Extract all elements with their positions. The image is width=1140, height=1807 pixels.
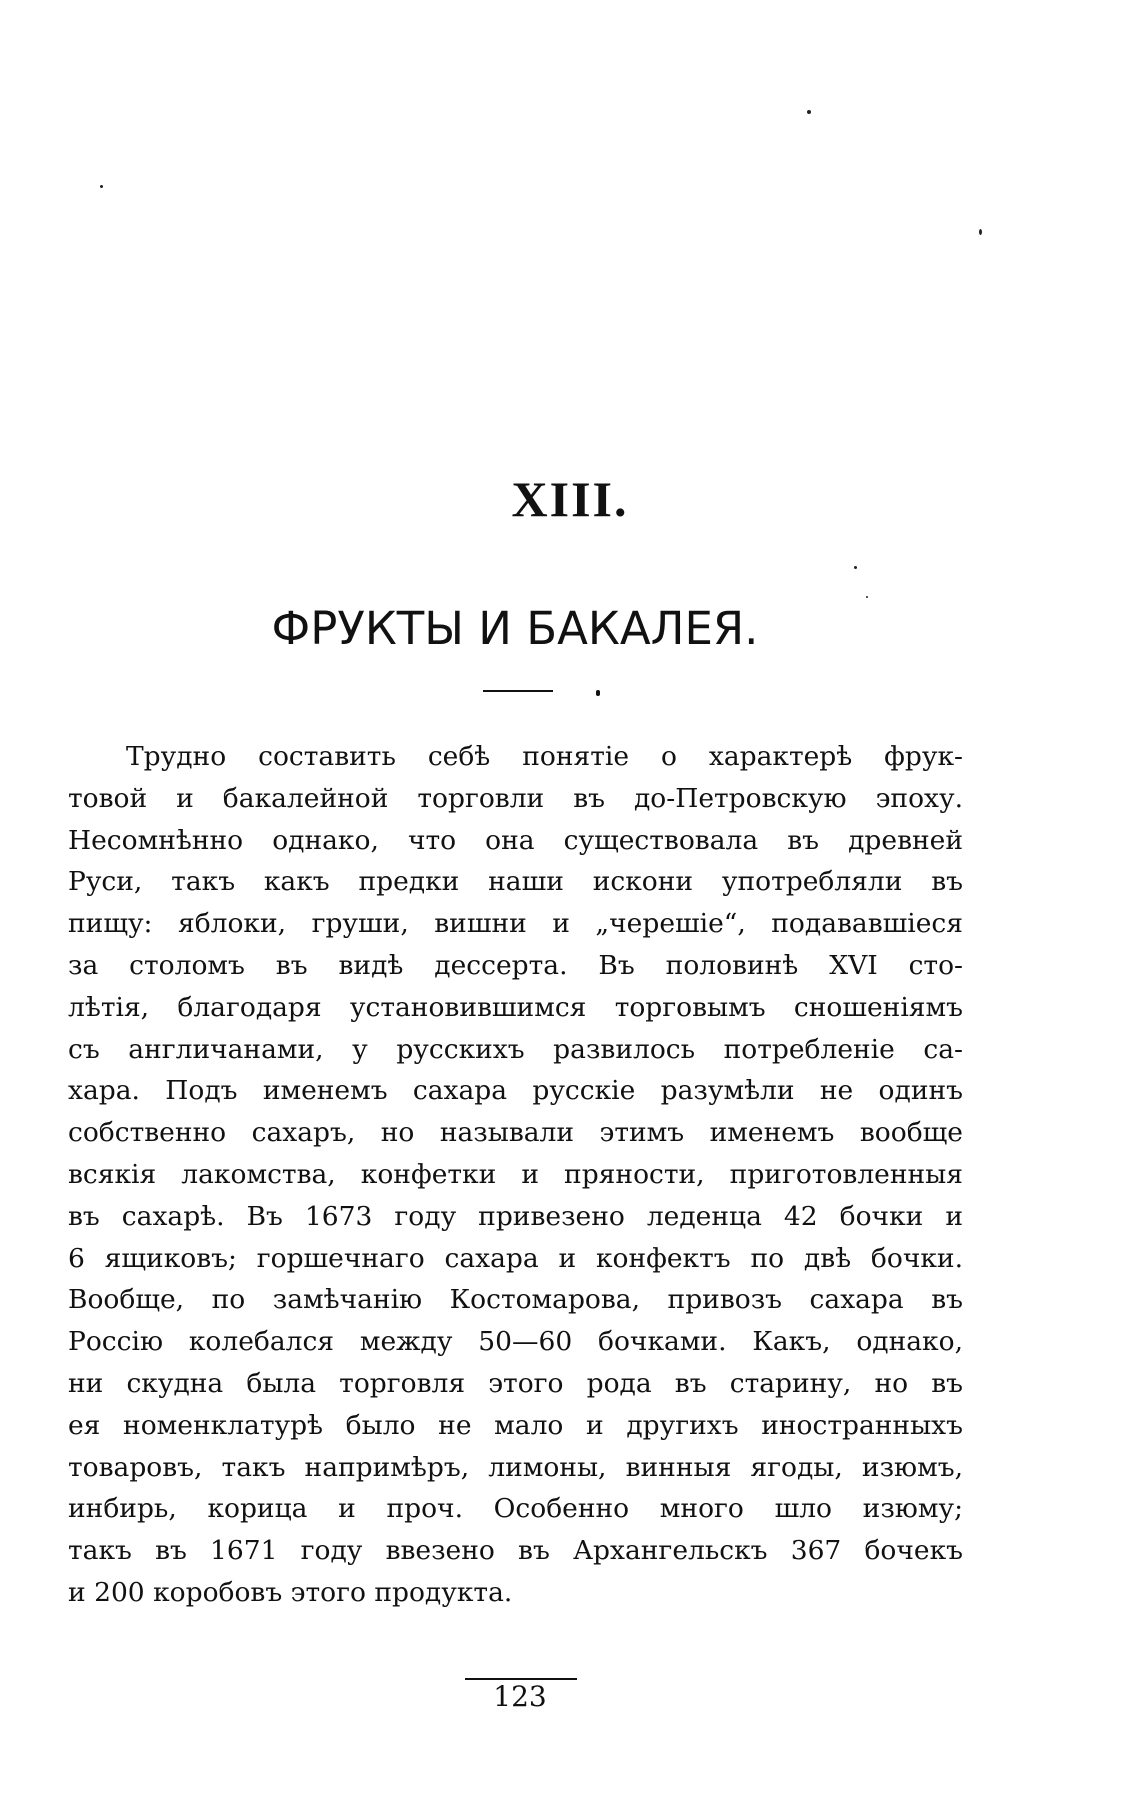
print-speck (100, 185, 103, 188)
title-divider-dot (596, 690, 600, 696)
body-line: Руси, такъ какъ предки наши искони употребляли въ (68, 866, 963, 898)
body-line: товаровъ, такъ напримѣръ, лимоны, винныя ягоды, изюмъ, (68, 1451, 963, 1483)
title-divider (483, 690, 553, 692)
body-line: съ англичанами, у русскихъ развилось потребленіе са- (68, 1033, 963, 1065)
body-line: въ сахарѣ. Въ 1673 году привезено леденца 42 бочки и (68, 1200, 963, 1232)
body-line: товой и бакалейной торговли въ до-Петровскую эпоху. (68, 782, 963, 814)
body-line: Россію колебался между 50—60 бочками. Какъ, однако, (68, 1326, 963, 1358)
body-line: всякія лакомства, конфетки и пряности, приготовленныя (68, 1158, 963, 1190)
body-line: 6 ящиковъ; горшечнаго сахара и конфектъ по двѣ бочки. (68, 1242, 963, 1274)
body-line: ни скудна была торговля этого рода въ старину, но въ (68, 1367, 963, 1399)
body-line: собственно сахаръ, но называли этимъ именемъ вообще (68, 1117, 963, 1149)
print-speck (866, 596, 868, 598)
body-line: ея номенклатурѣ было не мало и другихъ иностранныхъ (68, 1409, 963, 1441)
print-speck (807, 110, 811, 114)
chapter-body (68, 736, 963, 1614)
print-speck (979, 229, 982, 235)
chapter-title: ФРУКТЫ И БАКАЛЕЯ. (271, 602, 759, 655)
chapter-number: XIII. (511, 471, 629, 527)
body-line: пищу: яблоки, груши, вишни и „черешіе“, подававшіеся (68, 908, 963, 940)
body-line: инбирь, корица и проч. Особенно много шло изюму; (68, 1493, 963, 1525)
body-line: Вообще, по замѣчанію Костомарова, привозъ сахара въ (68, 1284, 963, 1316)
body-line: Несомнѣнно однако, что она существовала въ древней (68, 824, 963, 856)
body-line: Трудно составить себѣ понятіе о характерѣ фрук- (126, 741, 963, 772)
print-speck (854, 566, 857, 569)
body-line: лѣтія, благодаря установившимся торговымъ сношеніямъ (68, 991, 963, 1023)
body-line: такъ въ 1671 году ввезено въ Архангельскъ 367 бочекъ (68, 1535, 963, 1567)
body-line: и 200 коробовъ этого продукта. (68, 1576, 513, 1608)
page-number: 123 (493, 1680, 547, 1713)
body-line: хара. Подъ именемъ сахара русскіе разумѣли не одинъ (68, 1075, 963, 1107)
body-line: за столомъ въ видѣ дессерта. Въ половинѣ XVI сто- (68, 949, 963, 981)
